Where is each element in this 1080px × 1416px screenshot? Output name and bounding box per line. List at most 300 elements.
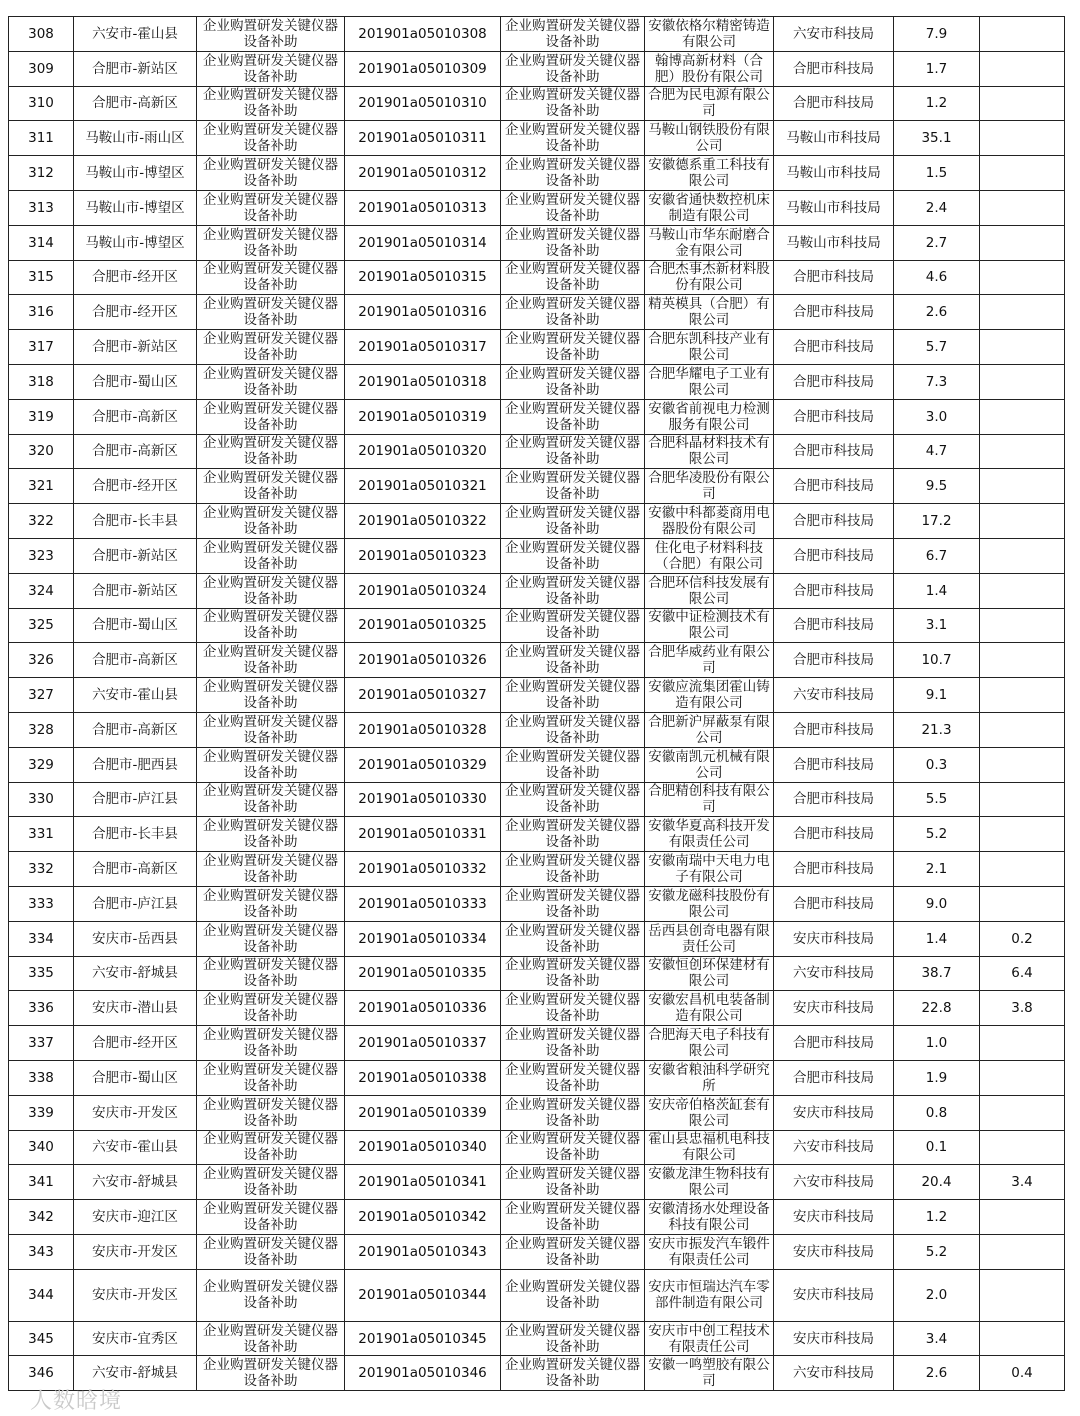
region-cell: 合肥市-长丰县: [74, 817, 197, 852]
extra-amount-cell: [980, 260, 1065, 295]
extra-amount-cell: [980, 86, 1065, 121]
extra-amount-cell: [980, 190, 1065, 225]
project-code-cell: 201901a05010333: [345, 886, 501, 921]
project-category-cell: 企业购置研发关键仪器设备补助: [197, 956, 345, 991]
region-cell: 合肥市-高新区: [74, 852, 197, 887]
project-name-cell: 企业购置研发关键仪器设备补助: [501, 538, 645, 573]
project-category-cell: 企业购置研发关键仪器设备补助: [197, 817, 345, 852]
project-code-cell: 201901a05010331: [345, 817, 501, 852]
project-category-cell: 企业购置研发关键仪器设备补助: [197, 643, 345, 678]
table-row: [9, 956, 1065, 991]
project-name-cell: 企业购置研发关键仪器设备补助: [501, 991, 645, 1026]
amount-cell: 4.7: [894, 434, 980, 469]
company-name-cell: 安徽省通快数控机床制造有限公司: [645, 190, 774, 225]
project-name-cell: 企业购置研发关键仪器设备补助: [501, 782, 645, 817]
project-category-cell: 企业购置研发关键仪器设备补助: [197, 156, 345, 191]
extra-amount-cell: [980, 399, 1065, 434]
project-code-cell: 201901a05010319: [345, 399, 501, 434]
project-code-cell: 201901a05010340: [345, 1130, 501, 1165]
authority-cell: 合肥市科技局: [774, 573, 894, 608]
authority-cell: 合肥市科技局: [774, 1026, 894, 1061]
project-category-cell: 企业购置研发关键仪器设备补助: [197, 190, 345, 225]
authority-cell: 六安市科技局: [774, 956, 894, 991]
authority-cell: 合肥市科技局: [774, 364, 894, 399]
row-index-cell: 320: [9, 434, 74, 469]
project-name-cell: 企业购置研发关键仪器设备补助: [501, 260, 645, 295]
project-name-cell: 企业购置研发关键仪器设备补助: [501, 921, 645, 956]
table-row: [9, 51, 1065, 86]
amount-cell: 9.1: [894, 678, 980, 713]
region-cell: 合肥市-新站区: [74, 573, 197, 608]
project-category-cell: 企业购置研发关键仪器设备补助: [197, 434, 345, 469]
extra-amount-cell: [980, 156, 1065, 191]
table-row: [9, 260, 1065, 295]
project-code-cell: 201901a05010328: [345, 712, 501, 747]
project-code-cell: 201901a05010339: [345, 1095, 501, 1130]
project-code-cell: 201901a05010346: [345, 1356, 501, 1391]
amount-cell: 2.6: [894, 1356, 980, 1391]
project-category-cell: 企业购置研发关键仪器设备补助: [197, 504, 345, 539]
project-name-cell: 企业购置研发关键仪器设备补助: [501, 469, 645, 504]
authority-cell: 合肥市科技局: [774, 260, 894, 295]
region-cell: 马鞍山市-博望区: [74, 225, 197, 260]
authority-cell: 合肥市科技局: [774, 852, 894, 887]
authority-cell: 安庆市科技局: [774, 991, 894, 1026]
company-name-cell: 合肥杰事杰新材料股份有限公司: [645, 260, 774, 295]
table-row: [9, 295, 1065, 330]
project-code-cell: 201901a05010325: [345, 608, 501, 643]
project-name-cell: 企业购置研发关键仪器设备补助: [501, 573, 645, 608]
extra-amount-cell: [980, 51, 1065, 86]
company-name-cell: 安徽恒创环保建材有限公司: [645, 956, 774, 991]
amount-cell: 9.0: [894, 886, 980, 921]
table-row: [9, 399, 1065, 434]
table-row: [9, 1165, 1065, 1200]
project-name-cell: 企业购置研发关键仪器设备补助: [501, 434, 645, 469]
extra-amount-cell: [980, 608, 1065, 643]
project-name-cell: 企业购置研发关键仪器设备补助: [501, 295, 645, 330]
project-code-cell: 201901a05010332: [345, 852, 501, 887]
region-cell: 合肥市-高新区: [74, 86, 197, 121]
project-code-cell: 201901a05010323: [345, 538, 501, 573]
row-index-cell: 344: [9, 1269, 74, 1321]
authority-cell: 安庆市科技局: [774, 1321, 894, 1356]
project-name-cell: 企业购置研发关键仪器设备补助: [501, 1200, 645, 1235]
authority-cell: 合肥市科技局: [774, 86, 894, 121]
company-name-cell: 精英模具（合肥）有限公司: [645, 295, 774, 330]
extra-amount-cell: [980, 434, 1065, 469]
company-name-cell: 合肥华耀电子工业有限公司: [645, 364, 774, 399]
region-cell: 合肥市-蜀山区: [74, 608, 197, 643]
row-index-cell: 333: [9, 886, 74, 921]
table-row: [9, 1356, 1065, 1391]
project-code-cell: 201901a05010324: [345, 573, 501, 608]
subsidy-table: [8, 16, 1065, 1391]
extra-amount-cell: [980, 469, 1065, 504]
project-name-cell: 企业购置研发关键仪器设备补助: [501, 121, 645, 156]
project-code-cell: 201901a05010312: [345, 156, 501, 191]
project-category-cell: 企业购置研发关键仪器设备补助: [197, 1269, 345, 1321]
row-index-cell: 316: [9, 295, 74, 330]
extra-amount-cell: [980, 852, 1065, 887]
table-row: [9, 86, 1065, 121]
row-index-cell: 330: [9, 782, 74, 817]
extra-amount-cell: [980, 330, 1065, 365]
project-name-cell: 企业购置研发关键仪器设备补助: [501, 51, 645, 86]
region-cell: 六安市-舒城县: [74, 956, 197, 991]
authority-cell: 合肥市科技局: [774, 399, 894, 434]
amount-cell: 2.4: [894, 190, 980, 225]
extra-amount-cell: 3.4: [980, 1165, 1065, 1200]
extra-amount-cell: 0.2: [980, 921, 1065, 956]
extra-amount-cell: [980, 643, 1065, 678]
project-category-cell: 企业购置研发关键仪器设备补助: [197, 1200, 345, 1235]
authority-cell: 安庆市科技局: [774, 1200, 894, 1235]
row-index-cell: 324: [9, 573, 74, 608]
project-code-cell: 201901a05010310: [345, 86, 501, 121]
authority-cell: 合肥市科技局: [774, 330, 894, 365]
project-name-cell: 企业购置研发关键仪器设备补助: [501, 1356, 645, 1391]
region-cell: 安庆市-开发区: [74, 1234, 197, 1269]
amount-cell: 1.4: [894, 573, 980, 608]
project-name-cell: 企业购置研发关键仪器设备补助: [501, 1165, 645, 1200]
amount-cell: 2.7: [894, 225, 980, 260]
table-row: [9, 991, 1065, 1026]
row-index-cell: 331: [9, 817, 74, 852]
company-name-cell: 合肥华凌股份有限公司: [645, 469, 774, 504]
project-category-cell: 企业购置研发关键仪器设备补助: [197, 852, 345, 887]
region-cell: 六安市-霍山县: [74, 678, 197, 713]
company-name-cell: 安徽省前视电力检测服务有限公司: [645, 399, 774, 434]
region-cell: 合肥市-庐江县: [74, 782, 197, 817]
amount-cell: 1.2: [894, 86, 980, 121]
region-cell: 安庆市-岳西县: [74, 921, 197, 956]
project-category-cell: 企业购置研发关键仪器设备补助: [197, 608, 345, 643]
row-index-cell: 338: [9, 1060, 74, 1095]
company-name-cell: 合肥科晶材料技术有限公司: [645, 434, 774, 469]
amount-cell: 1.2: [894, 1200, 980, 1235]
table-row: [9, 1234, 1065, 1269]
region-cell: 合肥市-新站区: [74, 330, 197, 365]
project-name-cell: 企业购置研发关键仪器设备补助: [501, 643, 645, 678]
region-cell: 合肥市-长丰县: [74, 504, 197, 539]
table-row: [9, 121, 1065, 156]
row-index-cell: 346: [9, 1356, 74, 1391]
amount-cell: 1.0: [894, 1026, 980, 1061]
region-cell: 合肥市-高新区: [74, 399, 197, 434]
row-index-cell: 321: [9, 469, 74, 504]
region-cell: 六安市-舒城县: [74, 1165, 197, 1200]
project-category-cell: 企业购置研发关键仪器设备补助: [197, 1026, 345, 1061]
region-cell: 合肥市-高新区: [74, 643, 197, 678]
amount-cell: 20.4: [894, 1165, 980, 1200]
authority-cell: 合肥市科技局: [774, 643, 894, 678]
region-cell: 安庆市-开发区: [74, 1269, 197, 1321]
table-row: [9, 1200, 1065, 1235]
project-code-cell: 201901a05010311: [345, 121, 501, 156]
project-code-cell: 201901a05010341: [345, 1165, 501, 1200]
table-row: [9, 886, 1065, 921]
extra-amount-cell: [980, 573, 1065, 608]
authority-cell: 合肥市科技局: [774, 434, 894, 469]
project-name-cell: 企业购置研发关键仪器设备补助: [501, 86, 645, 121]
row-index-cell: 319: [9, 399, 74, 434]
project-category-cell: 企业购置研发关键仪器设备补助: [197, 86, 345, 121]
project-name-cell: 企业购置研发关键仪器设备补助: [501, 1130, 645, 1165]
authority-cell: 合肥市科技局: [774, 747, 894, 782]
region-cell: 合肥市-新站区: [74, 538, 197, 573]
project-name-cell: 企业购置研发关键仪器设备补助: [501, 747, 645, 782]
region-cell: 合肥市-庐江县: [74, 886, 197, 921]
project-name-cell: 企业购置研发关键仪器设备补助: [501, 712, 645, 747]
extra-amount-cell: [980, 1321, 1065, 1356]
region-cell: 合肥市-经开区: [74, 295, 197, 330]
amount-cell: 1.7: [894, 51, 980, 86]
row-index-cell: 318: [9, 364, 74, 399]
region-cell: 六安市-舒城县: [74, 1356, 197, 1391]
company-name-cell: 安徽龙津生物科技有限公司: [645, 1165, 774, 1200]
company-name-cell: 安庆市恒瑞达汽车零部件制造有限公司: [645, 1269, 774, 1321]
region-cell: 合肥市-经开区: [74, 1026, 197, 1061]
project-name-cell: 企业购置研发关键仪器设备补助: [501, 1026, 645, 1061]
table-row: [9, 608, 1065, 643]
project-code-cell: 201901a05010343: [345, 1234, 501, 1269]
authority-cell: 合肥市科技局: [774, 712, 894, 747]
amount-cell: 21.3: [894, 712, 980, 747]
table-row: [9, 434, 1065, 469]
table-row: [9, 852, 1065, 887]
row-index-cell: 311: [9, 121, 74, 156]
project-name-cell: 企业购置研发关键仪器设备补助: [501, 190, 645, 225]
extra-amount-cell: [980, 1234, 1065, 1269]
row-index-cell: 322: [9, 504, 74, 539]
amount-cell: 17.2: [894, 504, 980, 539]
project-category-cell: 企业购置研发关键仪器设备补助: [197, 1321, 345, 1356]
region-cell: 马鞍山市-博望区: [74, 190, 197, 225]
extra-amount-cell: 0.4: [980, 1356, 1065, 1391]
project-category-cell: 企业购置研发关键仪器设备补助: [197, 1356, 345, 1391]
project-code-cell: 201901a05010314: [345, 225, 501, 260]
table-row: [9, 538, 1065, 573]
project-code-cell: 201901a05010336: [345, 991, 501, 1026]
row-index-cell: 323: [9, 538, 74, 573]
table-row: [9, 504, 1065, 539]
extra-amount-cell: 6.4: [980, 956, 1065, 991]
extra-amount-cell: [980, 747, 1065, 782]
table-row: [9, 330, 1065, 365]
extra-amount-cell: [980, 1026, 1065, 1061]
extra-amount-cell: [980, 295, 1065, 330]
authority-cell: 合肥市科技局: [774, 469, 894, 504]
amount-cell: 5.5: [894, 782, 980, 817]
row-index-cell: 317: [9, 330, 74, 365]
project-code-cell: 201901a05010308: [345, 17, 501, 52]
project-code-cell: 201901a05010337: [345, 1026, 501, 1061]
company-name-cell: 安徽应流集团霍山铸造有限公司: [645, 678, 774, 713]
project-name-cell: 企业购置研发关键仪器设备补助: [501, 852, 645, 887]
extra-amount-cell: [980, 538, 1065, 573]
project-name-cell: 企业购置研发关键仪器设备补助: [501, 1321, 645, 1356]
company-name-cell: 岳西县创奇电器有限责任公司: [645, 921, 774, 956]
amount-cell: 3.0: [894, 399, 980, 434]
row-index-cell: 337: [9, 1026, 74, 1061]
table-row: [9, 17, 1065, 52]
amount-cell: 4.6: [894, 260, 980, 295]
extra-amount-cell: [980, 364, 1065, 399]
amount-cell: 0.3: [894, 747, 980, 782]
region-cell: 安庆市-潜山县: [74, 991, 197, 1026]
extra-amount-cell: [980, 817, 1065, 852]
region-cell: 马鞍山市-博望区: [74, 156, 197, 191]
company-name-cell: 安庆市中创工程技术有限责任公司: [645, 1321, 774, 1356]
amount-cell: 9.5: [894, 469, 980, 504]
watermark: 人数晗境: [30, 1389, 123, 1414]
amount-cell: 10.7: [894, 643, 980, 678]
project-category-cell: 企业购置研发关键仪器设备补助: [197, 295, 345, 330]
amount-cell: 7.9: [894, 17, 980, 52]
row-index-cell: 332: [9, 852, 74, 887]
extra-amount-cell: [980, 121, 1065, 156]
project-name-cell: 企业购置研发关键仪器设备补助: [501, 956, 645, 991]
company-name-cell: 安徽华夏高科技开发有限责任公司: [645, 817, 774, 852]
table-row: [9, 1060, 1065, 1095]
row-index-cell: 335: [9, 956, 74, 991]
project-code-cell: 201901a05010335: [345, 956, 501, 991]
project-code-cell: 201901a05010330: [345, 782, 501, 817]
company-name-cell: 马鞍山钢铁股份有限公司: [645, 121, 774, 156]
amount-cell: 1.4: [894, 921, 980, 956]
company-name-cell: 合肥东凯科技产业有限公司: [645, 330, 774, 365]
row-index-cell: 342: [9, 1200, 74, 1235]
project-category-cell: 企业购置研发关键仪器设备补助: [197, 17, 345, 52]
project-category-cell: 企业购置研发关键仪器设备补助: [197, 1060, 345, 1095]
table-row: [9, 469, 1065, 504]
authority-cell: 合肥市科技局: [774, 608, 894, 643]
amount-cell: 22.8: [894, 991, 980, 1026]
row-index-cell: 345: [9, 1321, 74, 1356]
project-category-cell: 企业购置研发关键仪器设备补助: [197, 747, 345, 782]
company-name-cell: 翰博高新材料（合肥）股份有限公司: [645, 51, 774, 86]
authority-cell: 六安市科技局: [774, 1356, 894, 1391]
project-name-cell: 企业购置研发关键仪器设备补助: [501, 1095, 645, 1130]
region-cell: 合肥市-蜀山区: [74, 1060, 197, 1095]
authority-cell: 马鞍山市科技局: [774, 121, 894, 156]
project-code-cell: 201901a05010320: [345, 434, 501, 469]
authority-cell: 六安市科技局: [774, 1165, 894, 1200]
authority-cell: 安庆市科技局: [774, 1234, 894, 1269]
row-index-cell: 309: [9, 51, 74, 86]
row-index-cell: 343: [9, 1234, 74, 1269]
extra-amount-cell: [980, 1130, 1065, 1165]
authority-cell: 马鞍山市科技局: [774, 190, 894, 225]
amount-cell: 0.8: [894, 1095, 980, 1130]
table-row: [9, 156, 1065, 191]
amount-cell: 5.2: [894, 1234, 980, 1269]
row-index-cell: 334: [9, 921, 74, 956]
project-name-cell: 企业购置研发关键仪器设备补助: [501, 1234, 645, 1269]
project-category-cell: 企业购置研发关键仪器设备补助: [197, 1130, 345, 1165]
amount-cell: 3.1: [894, 608, 980, 643]
project-code-cell: 201901a05010321: [345, 469, 501, 504]
company-name-cell: 合肥华威药业有限公司: [645, 643, 774, 678]
project-category-cell: 企业购置研发关键仪器设备补助: [197, 364, 345, 399]
region-cell: 六安市-霍山县: [74, 17, 197, 52]
project-code-cell: 201901a05010318: [345, 364, 501, 399]
project-code-cell: 201901a05010309: [345, 51, 501, 86]
project-category-cell: 企业购置研发关键仪器设备补助: [197, 886, 345, 921]
authority-cell: 合肥市科技局: [774, 817, 894, 852]
project-code-cell: 201901a05010326: [345, 643, 501, 678]
region-cell: 合肥市-高新区: [74, 434, 197, 469]
region-cell: 合肥市-新站区: [74, 51, 197, 86]
project-category-cell: 企业购置研发关键仪器设备补助: [197, 225, 345, 260]
amount-cell: 38.7: [894, 956, 980, 991]
extra-amount-cell: [980, 504, 1065, 539]
project-code-cell: 201901a05010342: [345, 1200, 501, 1235]
authority-cell: 安庆市科技局: [774, 921, 894, 956]
row-index-cell: 312: [9, 156, 74, 191]
extra-amount-cell: [980, 886, 1065, 921]
table-row: [9, 190, 1065, 225]
table-row: [9, 225, 1065, 260]
company-name-cell: 安徽宏昌机电装备制造有限公司: [645, 991, 774, 1026]
authority-cell: 合肥市科技局: [774, 538, 894, 573]
company-name-cell: 安徽依格尔精密铸造有限公司: [645, 17, 774, 52]
row-index-cell: 315: [9, 260, 74, 295]
amount-cell: 5.2: [894, 817, 980, 852]
project-category-cell: 企业购置研发关键仪器设备补助: [197, 399, 345, 434]
project-category-cell: 企业购置研发关键仪器设备补助: [197, 1165, 345, 1200]
authority-cell: 合肥市科技局: [774, 295, 894, 330]
project-category-cell: 企业购置研发关键仪器设备补助: [197, 51, 345, 86]
project-code-cell: 201901a05010313: [345, 190, 501, 225]
extra-amount-cell: [980, 1060, 1065, 1095]
table-row: [9, 643, 1065, 678]
company-name-cell: 合肥为民电源有限公司: [645, 86, 774, 121]
table-row: [9, 1095, 1065, 1130]
company-name-cell: 合肥新沪屏蔽泵有限公司: [645, 712, 774, 747]
company-name-cell: 安庆帝伯格茨缸套有限公司: [645, 1095, 774, 1130]
row-index-cell: 329: [9, 747, 74, 782]
project-name-cell: 企业购置研发关键仪器设备补助: [501, 678, 645, 713]
extra-amount-cell: [980, 1269, 1065, 1321]
extra-amount-cell: [980, 678, 1065, 713]
authority-cell: 安庆市科技局: [774, 1269, 894, 1321]
authority-cell: 六安市科技局: [774, 1130, 894, 1165]
amount-cell: 1.9: [894, 1060, 980, 1095]
company-name-cell: 安徽清扬水处理设备科技有限公司: [645, 1200, 774, 1235]
project-category-cell: 企业购置研发关键仪器设备补助: [197, 712, 345, 747]
project-name-cell: 企业购置研发关键仪器设备补助: [501, 17, 645, 52]
project-code-cell: 201901a05010334: [345, 921, 501, 956]
company-name-cell: 住化电子材料科技（合肥）有限公司: [645, 538, 774, 573]
extra-amount-cell: [980, 1095, 1065, 1130]
row-index-cell: 328: [9, 712, 74, 747]
project-code-cell: 201901a05010316: [345, 295, 501, 330]
row-index-cell: 326: [9, 643, 74, 678]
authority-cell: 合肥市科技局: [774, 886, 894, 921]
company-name-cell: 安徽龙磁科技股份有限公司: [645, 886, 774, 921]
project-category-cell: 企业购置研发关键仪器设备补助: [197, 538, 345, 573]
authority-cell: 安庆市科技局: [774, 1095, 894, 1130]
region-cell: 安庆市-宜秀区: [74, 1321, 197, 1356]
project-name-cell: 企业购置研发关键仪器设备补助: [501, 608, 645, 643]
amount-cell: 6.7: [894, 538, 980, 573]
amount-cell: 5.7: [894, 330, 980, 365]
project-category-cell: 企业购置研发关键仪器设备补助: [197, 330, 345, 365]
region-cell: 合肥市-高新区: [74, 712, 197, 747]
authority-cell: 合肥市科技局: [774, 504, 894, 539]
